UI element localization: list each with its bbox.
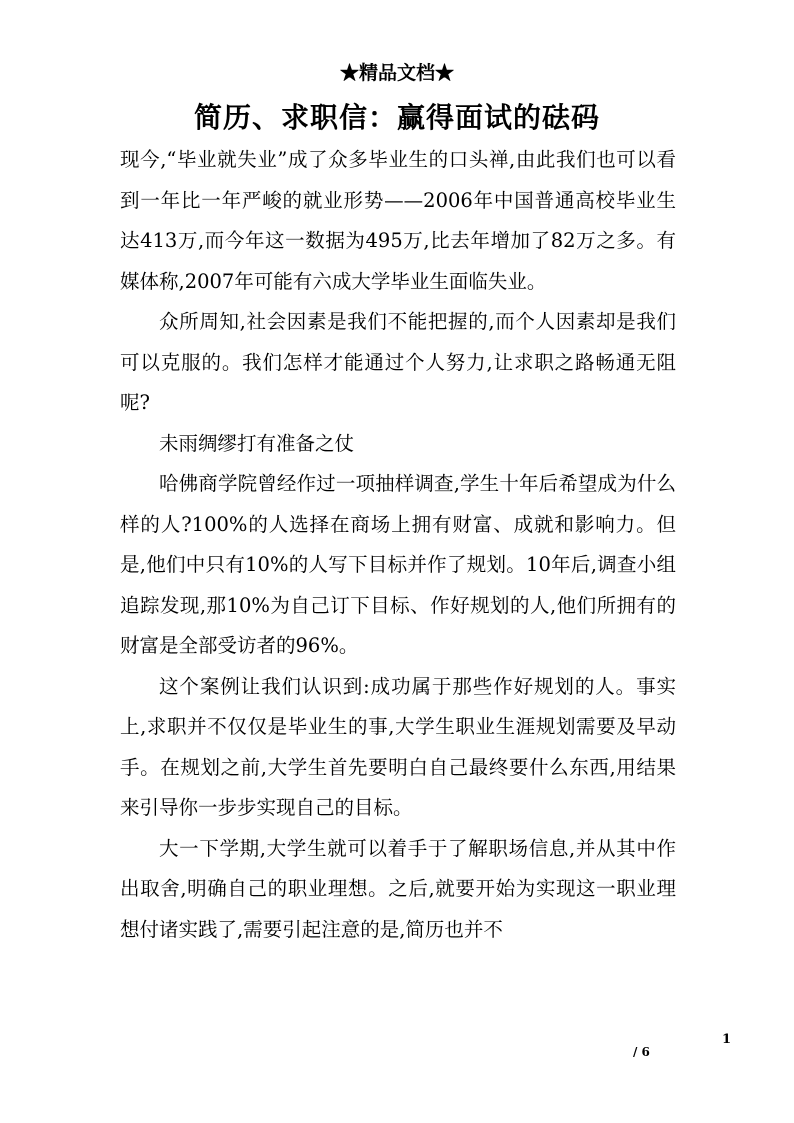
document-header: ★精品文档★: [339, 62, 454, 84]
section-heading: 未雨绸缪打有准备之仗: [159, 431, 355, 455]
paragraph-2: 众所周知,社会因素是我们不能把握的,而个人因素却是我们可以克服的。我们怎样才能通过个人努力,让求职之路畅通无阻呢?: [120, 310, 676, 414]
paragraph-5: 大一下学期,大学生就可以着手于了解职场信息,并从其中作出取舍,明确自己的职业理想。之后,就要开始为实现这一职业理想付诸实践了,需要引起注意的是,简历也并不: [120, 836, 676, 941]
paragraph-4: 这个案例让我们认识到:成功属于那些作好规划的人。事实上,求职并不仅仅是毕业生的事,大学生职业生涯规划需要及早动手。在规划之前,大学生首先要明白自己最终要什么东西,用结果来引导你一步步实现自己的目标。: [120, 674, 676, 819]
page-total: / 6: [633, 1045, 650, 1059]
document-title: 简历、求职信：赢得面试的砝码: [193, 101, 600, 134]
document-body: [120, 140, 676, 950]
page-number: 1: [722, 1032, 732, 1047]
paragraph-3: 哈佛商学院曾经作过一项抽样调查,学生十年后希望成为什么样的人?100%的人选择在商场上拥有财富、成就和影响力。但是,他们中只有10%的人写下目标并作了规划。10年后,调查小组追踪发现,那10%为自己订下目标、作好规划的人,他们所拥有的财富是全部受访者的96%。: [120, 472, 676, 657]
paragraph-1: 现今,“毕业就失业”成了众多毕业生的口头禅,由此我们也可以看到一年比一年严峻的就业形势——2006年中国普通高校毕业生达413万,而今年这一数据为495万,比去年增加了82万之多。有媒体称,2007年可能有六成大学毕业生面临失业。: [120, 148, 676, 293]
